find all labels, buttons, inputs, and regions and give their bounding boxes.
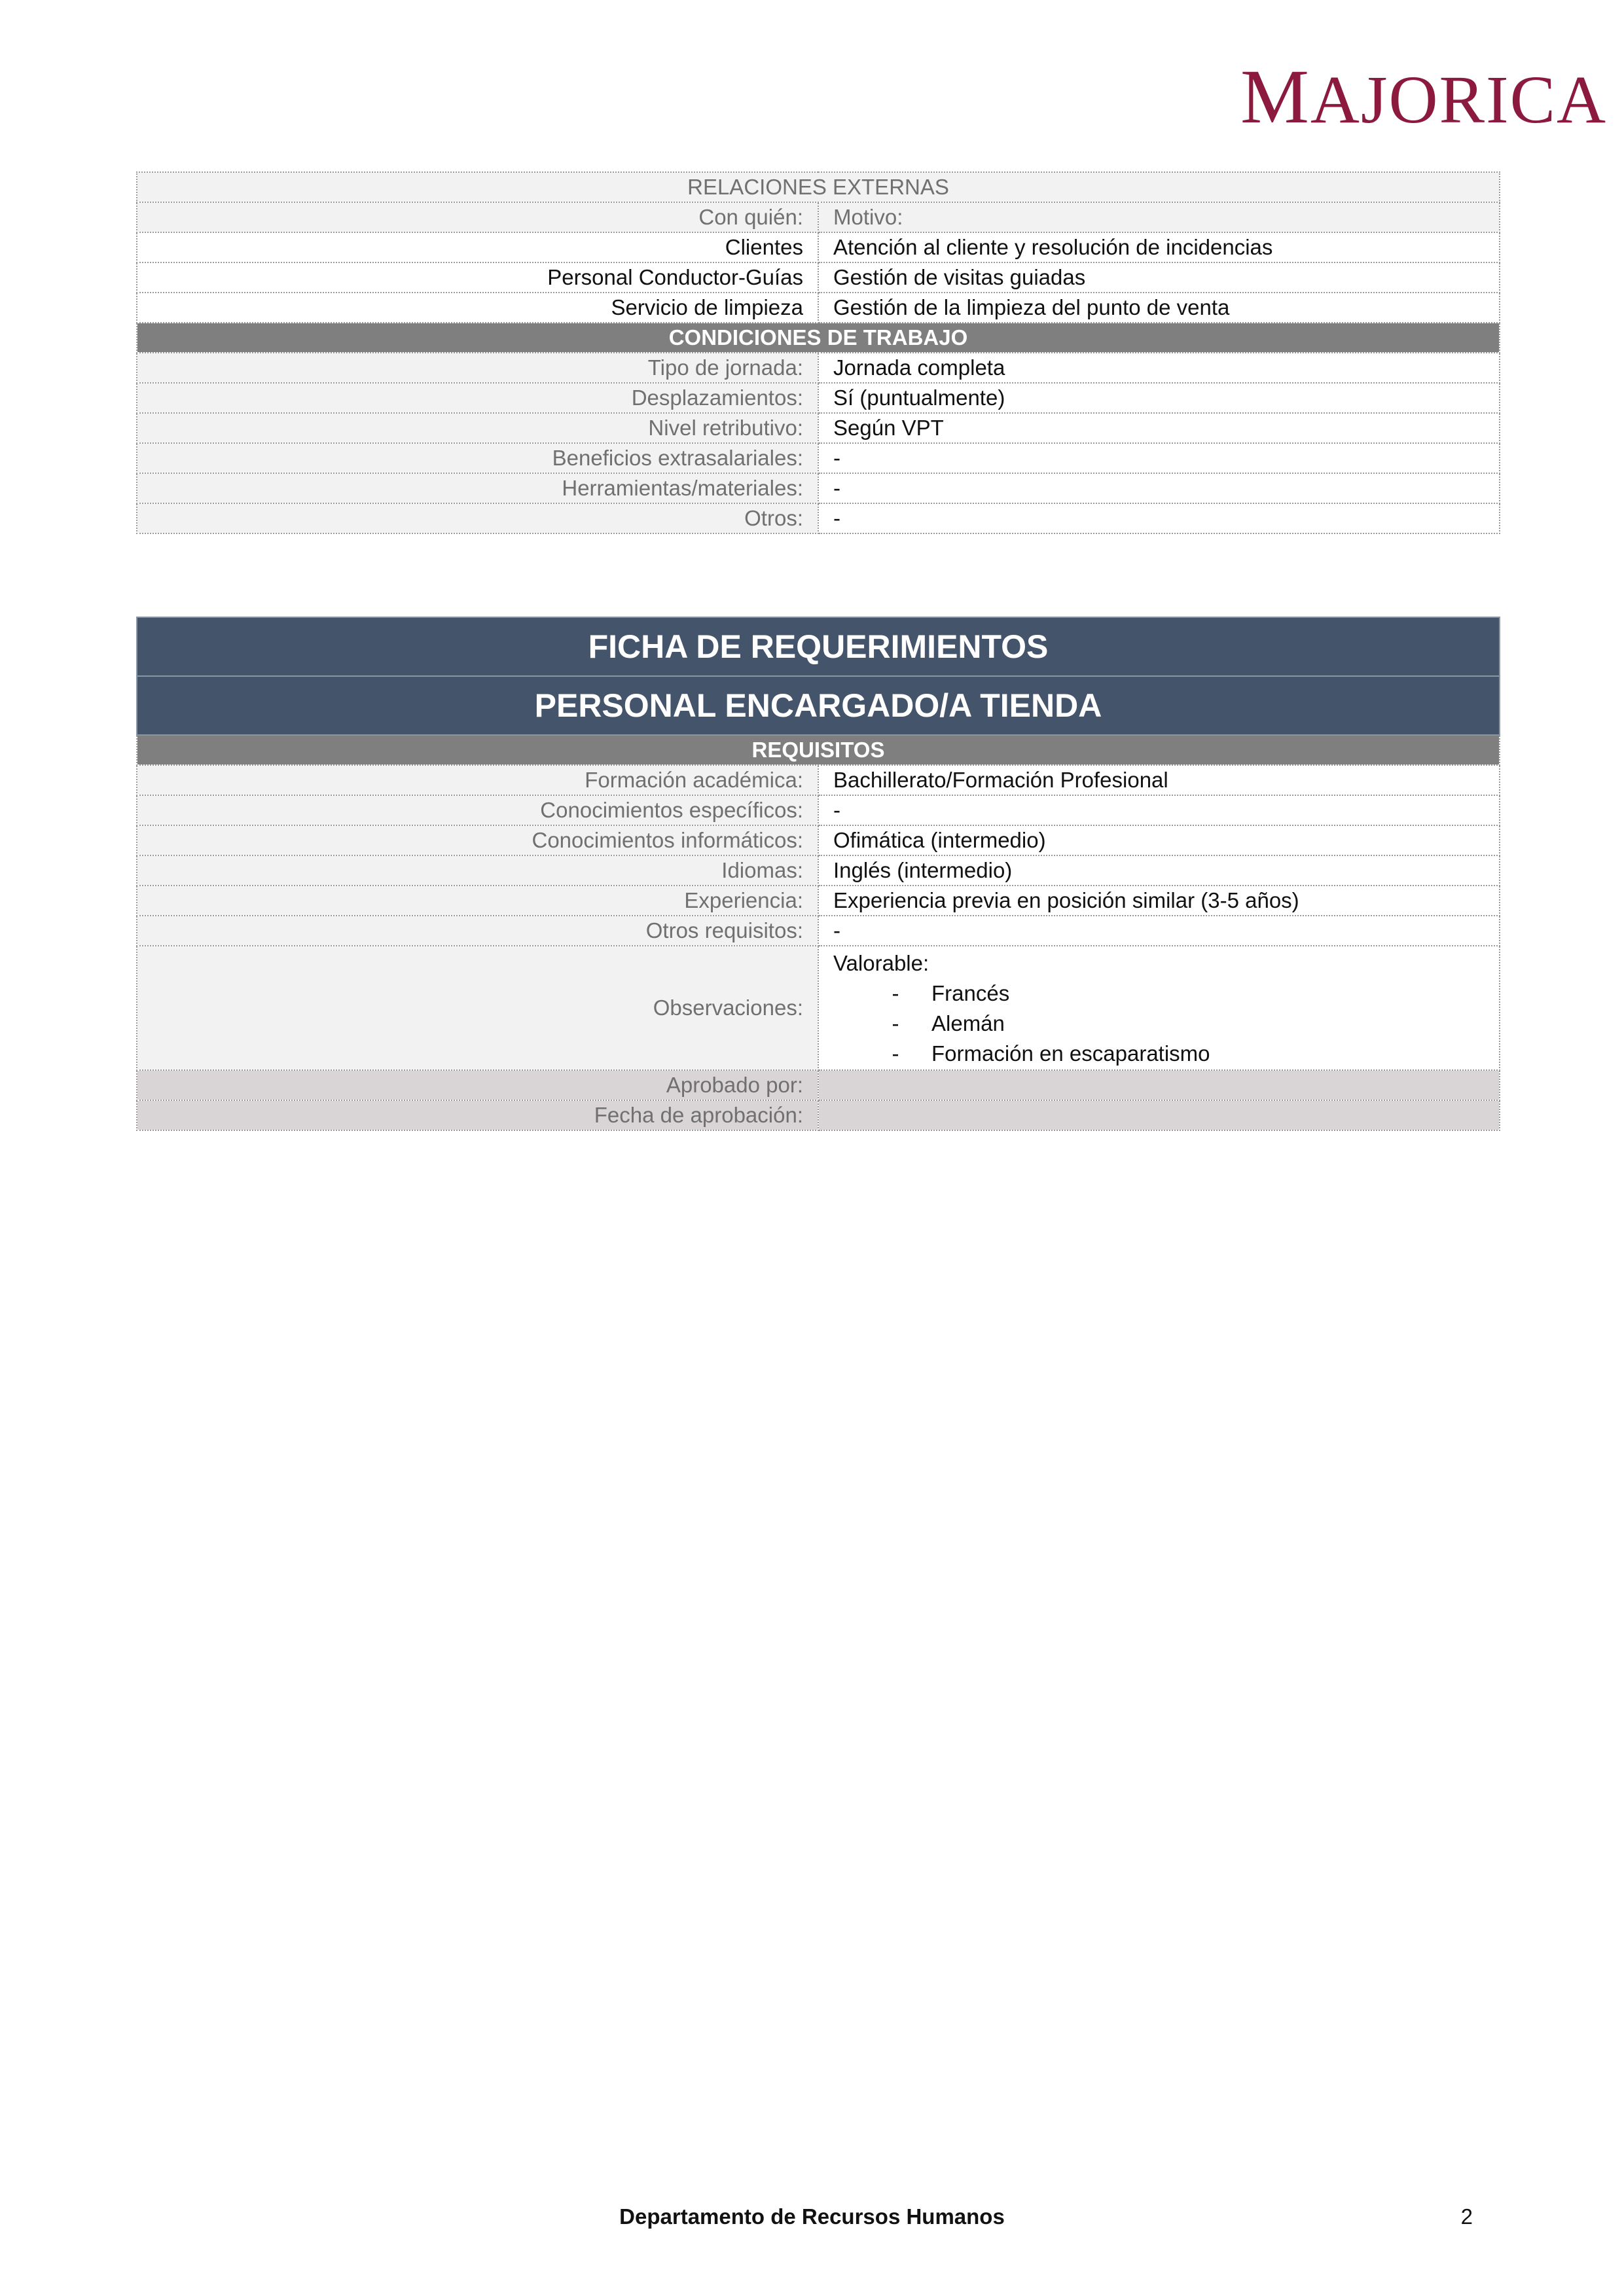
requisito-value: Inglés (intermedio)	[818, 855, 1500, 886]
table-row	[137, 855, 1500, 886]
requisito-value: Bachillerato/Formación Profesional	[818, 765, 1500, 795]
condicion-value: -	[818, 503, 1500, 533]
relaciones-header-row	[137, 172, 1500, 202]
table-row	[137, 765, 1500, 795]
relacion-value: Gestión de visitas guiadas	[818, 262, 1500, 293]
requisito-value: Ofimática (intermedio)	[818, 825, 1500, 855]
table-row	[137, 383, 1500, 413]
list-item	[833, 1039, 1485, 1069]
condicion-label: Desplazamientos:	[137, 383, 818, 413]
aprobado-row	[137, 1070, 1500, 1100]
condicion-label: Nivel retributivo:	[137, 413, 818, 443]
table-row	[137, 353, 1500, 383]
relacion-label: Servicio de limpieza	[137, 293, 818, 323]
list-item-text: Francés	[931, 981, 1010, 1005]
fecha-aprobacion-value	[818, 1100, 1500, 1130]
requisito-label: Idiomas:	[137, 855, 818, 886]
list-item-text: Alemán	[931, 1011, 1005, 1035]
condicion-label: Otros:	[137, 503, 818, 533]
list-item	[833, 1009, 1485, 1039]
page-number: 2	[1460, 2204, 1473, 2229]
relaciones-colhead-row	[137, 202, 1500, 232]
condicion-label: Beneficios extrasalariales:	[137, 443, 818, 473]
ficha-title: FICHA DE REQUERIMIENTOS	[137, 617, 1500, 676]
bullet-dash: -	[892, 981, 899, 1005]
requisito-value: -	[818, 916, 1500, 946]
requisito-label: Conocimientos informáticos:	[137, 825, 818, 855]
table-row	[137, 473, 1500, 503]
table-row	[137, 293, 1500, 323]
condicion-value: Según VPT	[818, 413, 1500, 443]
requisito-label: Experiencia:	[137, 886, 818, 916]
logo-initial: M	[1240, 54, 1310, 139]
table-row	[137, 443, 1500, 473]
logo-rest: AJORICA	[1310, 62, 1608, 137]
requisito-label: Conocimientos específicos:	[137, 795, 818, 825]
fecha-aprobacion-label: Fecha de aprobación:	[137, 1100, 818, 1130]
majorica-logo	[1240, 54, 1608, 139]
list-item	[833, 978, 1485, 1009]
condiciones-title: CONDICIONES DE TRABAJO	[137, 323, 1500, 353]
bullet-dash: -	[892, 1011, 899, 1035]
relaciones-title: RELACIONES EXTERNAS	[137, 172, 1500, 202]
table-row	[137, 413, 1500, 443]
list-item-text: Formación en escaparatismo	[931, 1041, 1210, 1066]
requisito-value: -	[818, 795, 1500, 825]
requisitos-header-row	[137, 735, 1500, 765]
requisito-label: Otros requisitos:	[137, 916, 818, 946]
relacion-value: Atención al cliente y resolución de incidencias	[818, 232, 1500, 262]
table-row	[137, 232, 1500, 262]
relacion-value: Gestión de la limpieza del punto de venta	[818, 293, 1500, 323]
relacion-label: Clientes	[137, 232, 818, 262]
condicion-label: Herramientas/materiales:	[137, 473, 818, 503]
observaciones-row	[137, 946, 1500, 1070]
footer-department: Departamento de Recursos Humanos	[619, 2204, 1005, 2229]
table-row	[137, 795, 1500, 825]
condicion-value: Jornada completa	[818, 353, 1500, 383]
ficha-subtitle-row	[137, 676, 1500, 735]
observaciones-intro: Valorable:	[833, 951, 929, 975]
requisitos-title: REQUISITOS	[137, 735, 1500, 765]
ficha-requerimientos-table	[136, 617, 1500, 1131]
condicion-value: -	[818, 473, 1500, 503]
condicion-value: -	[818, 443, 1500, 473]
requisito-label: Formación académica:	[137, 765, 818, 795]
aprobado-label: Aprobado por:	[137, 1070, 818, 1100]
bullet-dash: -	[892, 1041, 899, 1066]
table-row	[137, 262, 1500, 293]
table-row	[137, 916, 1500, 946]
observaciones-label: Observaciones:	[137, 946, 818, 1070]
condicion-label: Tipo de jornada:	[137, 353, 818, 383]
table-row	[137, 503, 1500, 533]
motivo-label: Motivo:	[818, 202, 1500, 232]
condiciones-header-row	[137, 323, 1500, 353]
table-row	[137, 825, 1500, 855]
ficha-subtitle: PERSONAL ENCARGADO/A TIENDA	[137, 676, 1500, 735]
requisito-value: Experiencia previa en posición similar (3-5 años)	[818, 886, 1500, 916]
con-quien-label: Con quién:	[137, 202, 818, 232]
ficha-title-row	[137, 617, 1500, 676]
table-row	[137, 886, 1500, 916]
relaciones-condiciones-table	[136, 171, 1500, 534]
condicion-value: Sí (puntualmente)	[818, 383, 1500, 413]
observaciones-value	[818, 946, 1500, 1070]
fecha-aprobacion-row	[137, 1100, 1500, 1130]
aprobado-value	[818, 1070, 1500, 1100]
relacion-label: Personal Conductor-Guías	[137, 262, 818, 293]
